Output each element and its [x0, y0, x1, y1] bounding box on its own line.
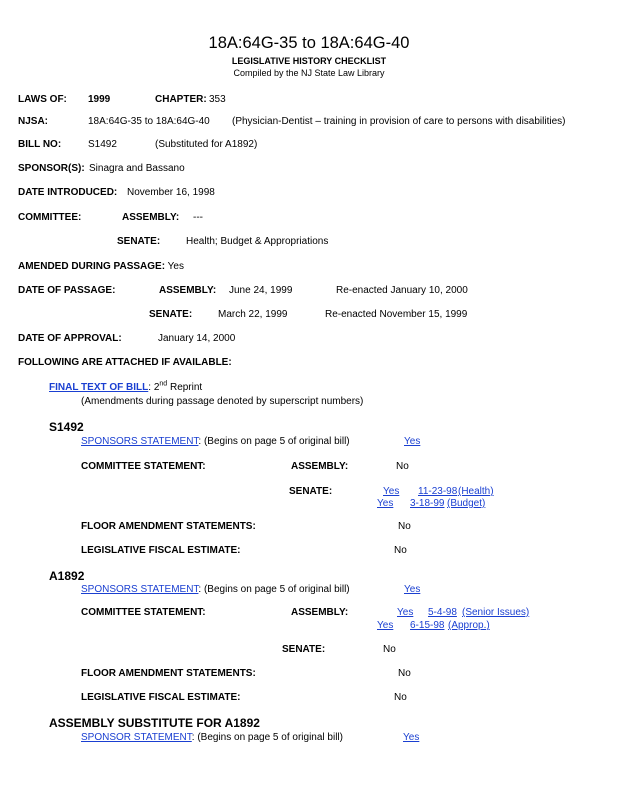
s1492-senate-committee-link-1[interactable]: (Health) — [458, 486, 494, 497]
s1492-sponsors-statement-link[interactable]: SPONSORS STATEMENT — [81, 436, 199, 447]
a1892-senate-value: No — [383, 644, 396, 655]
s1492-floor-amendment-value: No — [398, 521, 411, 532]
passage-senate-label: SENATE: — [149, 309, 193, 320]
a1892-floor-amendment-label: FLOOR AMENDMENT STATEMENTS: — [81, 668, 256, 679]
assembly-substitute-heading: ASSEMBLY SUBSTITUTE FOR A1892 — [49, 716, 260, 730]
sponsors-label: SPONSOR(S): — [18, 163, 85, 174]
committee-senate-label: SENATE: — [117, 236, 161, 247]
laws-of-label: LAWS OF: — [18, 94, 67, 105]
njsa-description: (Physician-Dentist – training in provision of care to persons with disabilities) — [232, 116, 566, 127]
a1892-heading: A1892 — [49, 569, 85, 583]
bill-no-label: BILL NO: — [18, 139, 62, 150]
following-attached-label: FOLLOWING ARE ATTACHED IF AVAILABLE: — [18, 357, 232, 368]
committee-assembly-value: --- — [193, 212, 203, 223]
a1892-assembly-yes-link-1[interactable]: Yes — [397, 607, 414, 618]
date-introduced-label: DATE INTRODUCED: — [18, 187, 118, 198]
a1892-fiscal-estimate-label: LEGISLATIVE FISCAL ESTIMATE: — [81, 692, 241, 703]
a1892-sponsors-statement-link[interactable]: SPONSORS STATEMENT — [81, 584, 199, 595]
njsa-label: NJSA: — [18, 116, 49, 127]
sponsors-value: Sinagra and Bassano — [89, 163, 185, 174]
chapter-value: 353 — [209, 94, 226, 105]
final-text-link[interactable]: FINAL TEXT OF BILL — [49, 382, 149, 393]
s1492-assembly-label: ASSEMBLY: — [291, 461, 349, 472]
assembly-substitute-sponsor-statement-link[interactable]: SPONSOR STATEMENT — [81, 732, 192, 743]
s1492-senate-date-link-2[interactable]: 3-18-99 — [410, 498, 445, 509]
amended-row — [18, 261, 184, 272]
chapter-label: CHAPTER: — [155, 94, 207, 105]
a1892-sponsors-row — [81, 584, 350, 595]
committee-senate-value: Health; Budget & Appropriations — [186, 236, 329, 247]
a1892-assembly-yes-link-2[interactable]: Yes — [377, 620, 394, 631]
final-text-row — [49, 382, 202, 393]
s1492-sponsors-yes-link[interactable]: Yes — [404, 436, 421, 447]
a1892-assembly-date-link-1[interactable]: 5-4-98 — [428, 607, 457, 618]
a1892-committee-statement-label: COMMITTEE STATEMENT: — [81, 607, 206, 618]
a1892-assembly-committee-link-2[interactable]: (Approp.) — [448, 620, 490, 631]
a1892-assembly-committee-link-1[interactable]: (Senior Issues) — [462, 607, 530, 618]
s1492-sponsors-row — [81, 436, 350, 447]
assembly-substitute-sponsor-yes-link[interactable]: Yes — [403, 732, 420, 743]
final-text-sup: nd — [159, 380, 168, 388]
s1492-committee-statement-label: COMMITTEE STATEMENT: — [81, 461, 206, 472]
a1892-senate-label: SENATE: — [282, 644, 326, 655]
date-of-approval-label: DATE OF APPROVAL: — [18, 333, 122, 344]
assembly-substitute-sponsor-note: : (Begins on page 5 of original bill) — [191, 732, 343, 743]
s1492-senate-yes-link-1[interactable]: Yes — [383, 486, 400, 497]
s1492-heading: S1492 — [49, 420, 84, 434]
final-text-reprint: Reprint — [167, 382, 203, 393]
bill-no-value: S1492 — [88, 139, 117, 150]
passage-senate-reenacted: Re-enacted November 15, 1999 — [325, 309, 468, 320]
date-of-approval-value: January 14, 2000 — [158, 333, 236, 344]
bill-no-note: (Substituted for A1892) — [155, 139, 258, 150]
s1492-senate-date-link-1[interactable]: 11-23-98 — [418, 486, 458, 497]
s1492-fiscal-estimate-value: No — [394, 545, 407, 556]
passage-senate-date: March 22, 1999 — [218, 309, 288, 320]
date-introduced-value: November 16, 1998 — [127, 187, 215, 198]
s1492-floor-amendment-label: FLOOR AMENDMENT STATEMENTS: — [81, 521, 256, 532]
a1892-sponsors-note: : (Begins on page 5 of original bill) — [198, 584, 350, 595]
final-text-colon: : 2 — [148, 382, 160, 393]
committee-assembly-label: ASSEMBLY: — [122, 212, 180, 223]
a1892-fiscal-estimate-value: No — [394, 692, 407, 703]
s1492-senate-label: SENATE: — [289, 486, 333, 497]
passage-assembly-date: June 24, 1999 — [229, 285, 293, 296]
njsa-value: 18A:64G-35 to 18A:64G-40 — [88, 116, 210, 127]
committee-label: COMMITTEE: — [18, 212, 82, 223]
s1492-assembly-value: No — [396, 461, 409, 472]
amended-label: AMENDED DURING PASSAGE: — [18, 261, 166, 272]
passage-assembly-label: ASSEMBLY: — [159, 285, 217, 296]
assembly-substitute-sponsor-row — [81, 732, 343, 743]
s1492-senate-committee-link-2[interactable]: (Budget) — [447, 498, 486, 509]
a1892-sponsors-yes-link[interactable]: Yes — [404, 584, 421, 595]
document-subtitle: LEGISLATIVE HISTORY CHECKLIST — [231, 56, 387, 66]
date-of-passage-label: DATE OF PASSAGE: — [18, 285, 116, 296]
s1492-sponsors-note: : (Begins on page 5 of original bill) — [198, 436, 350, 447]
a1892-floor-amendment-value: No — [398, 668, 411, 679]
s1492-fiscal-estimate-label: LEGISLATIVE FISCAL ESTIMATE: — [81, 545, 241, 556]
amended-value: Yes — [167, 261, 184, 272]
laws-of-value: 1999 — [88, 94, 111, 105]
a1892-assembly-label: ASSEMBLY: — [291, 607, 349, 618]
final-text-note: (Amendments during passage denoted by superscript numbers) — [81, 396, 364, 407]
passage-assembly-reenacted: Re-enacted January 10, 2000 — [336, 285, 468, 296]
compiled-by: Compiled by the NJ State Law Library — [233, 68, 385, 78]
page-title: 18A:64G-35 to 18A:64G-40 — [208, 34, 410, 52]
a1892-assembly-date-link-2[interactable]: 6-15-98 — [410, 620, 445, 631]
s1492-senate-yes-link-2[interactable]: Yes — [377, 498, 394, 509]
